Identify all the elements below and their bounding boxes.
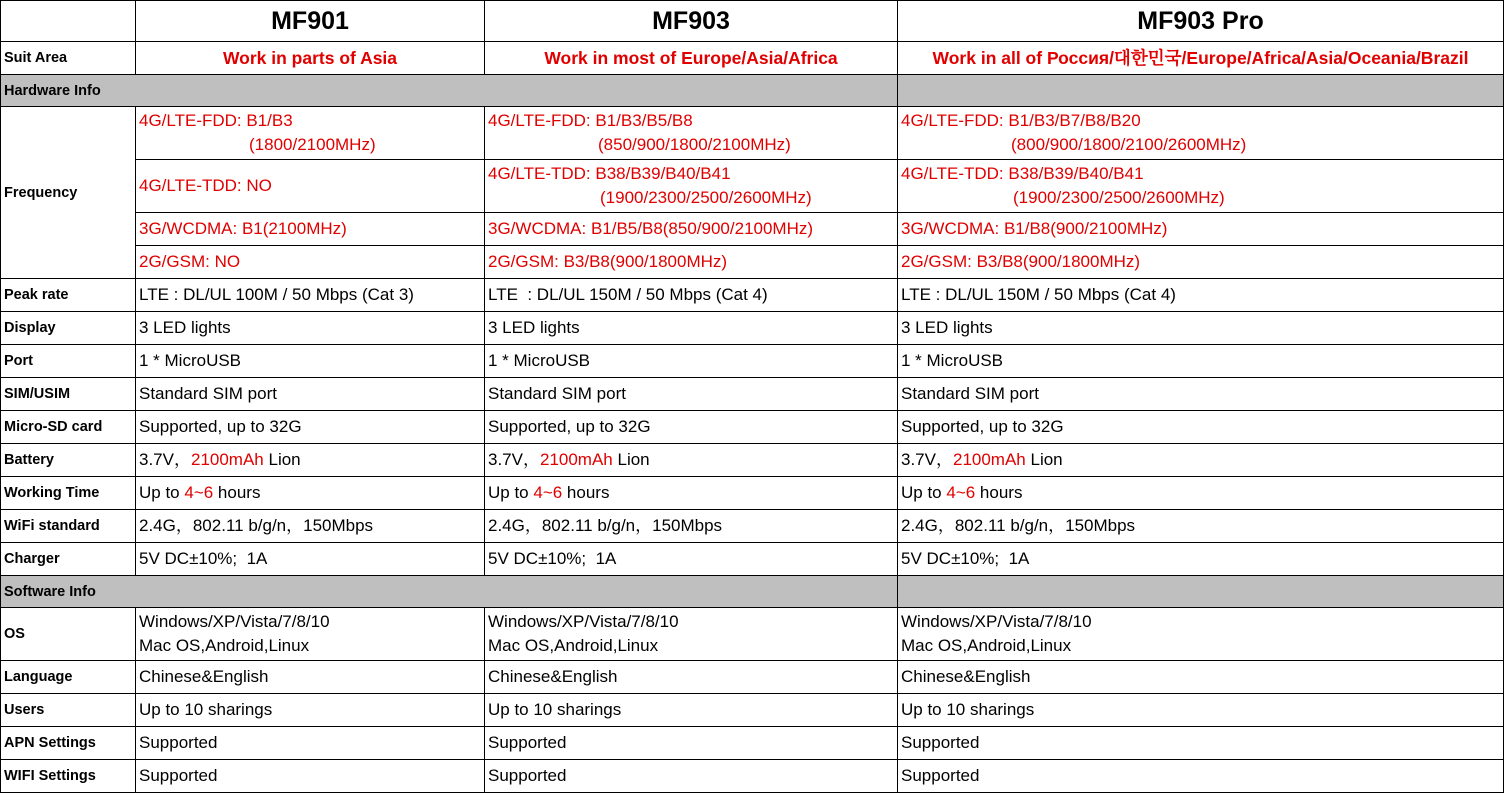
header-mf903: MF903: [485, 1, 898, 42]
battery-label: Battery: [1, 444, 136, 477]
display-mf903: 3 LED lights: [485, 312, 898, 345]
sim-row: [1, 378, 1504, 411]
working-time-mf901: [136, 477, 485, 510]
sim-mf901: Standard SIM port: [136, 378, 485, 411]
sd-card-mf903-pro: Supported, up to 32G: [898, 411, 1504, 444]
os-windows: Windows/XP/Vista/7/8/10: [488, 612, 679, 631]
fdd-mf903-freq: (850/900/1800/2100MHz): [598, 135, 791, 154]
wifi-settings-row: [1, 760, 1504, 793]
wifi-standard-mf903-pro: 2.4G，802.11 b/g/n，150Mbps: [898, 510, 1504, 543]
frequency-label: Frequency: [1, 107, 136, 279]
peak-rate-mf901: LTE : DL/UL 100M / 50 Mbps (Cat 3): [136, 279, 485, 312]
wifi-standard-mf901: 2.4G，802.11 b/g/n，150Mbps: [136, 510, 485, 543]
suit-area-row: [1, 42, 1504, 75]
language-mf903: Chinese&English: [485, 661, 898, 694]
wifi-settings-mf901: Supported: [136, 760, 485, 793]
sd-card-mf901: Supported, up to 32G: [136, 411, 485, 444]
battery-voltage: 3.7V，: [488, 450, 540, 469]
display-row: [1, 312, 1504, 345]
display-label: Display: [1, 312, 136, 345]
display-mf901: 3 LED lights: [136, 312, 485, 345]
hardware-section-title: Hardware Info: [1, 75, 898, 107]
language-mf903-pro: Chinese&English: [898, 661, 1504, 694]
working-time-mf903-pro: [898, 477, 1504, 510]
working-time-prefix: Up to: [488, 483, 534, 502]
tdd-mf901: [136, 160, 485, 213]
suit-area-mf903-pro: Work in all of Россия/대한민국/Europe/Africa/Asia/Oceania/Brazil: [898, 42, 1504, 75]
peak-rate-mf903: LTE : DL/UL 150M / 50 Mbps (Cat 4): [485, 279, 898, 312]
sd-card-row: [1, 411, 1504, 444]
users-mf903-pro: Up to 10 sharings: [898, 694, 1504, 727]
sim-mf903-pro: Standard SIM port: [898, 378, 1504, 411]
battery-capacity: 2100mAh: [539, 450, 613, 469]
frequency-wcdma-row: [1, 213, 1504, 246]
battery-type: Lion: [263, 450, 301, 469]
users-mf901: Up to 10 sharings: [136, 694, 485, 727]
users-label: Users: [1, 694, 136, 727]
battery-mf903: [485, 444, 898, 477]
battery-voltage: 3.7V，: [139, 450, 191, 469]
battery-type: Lion: [1025, 450, 1063, 469]
gsm-mf901: 2G/GSM: NO: [136, 246, 485, 279]
working-time-hours: 4~6: [946, 483, 976, 502]
wcdma-mf903: 3G/WCDMA: B1/B5/B8(850/900/2100MHz): [485, 213, 898, 246]
port-row: [1, 345, 1504, 378]
battery-row: [1, 444, 1504, 477]
working-time-suffix: hours: [562, 483, 610, 502]
software-section-title: Software Info: [1, 576, 898, 608]
users-mf903: Up to 10 sharings: [485, 694, 898, 727]
fdd-mf903: [485, 107, 898, 160]
battery-voltage: 3.7V，: [901, 450, 953, 469]
header-mf903-pro: MF903 Pro: [898, 1, 1504, 42]
battery-capacity: 2100mAh: [952, 450, 1026, 469]
working-time-prefix: Up to: [901, 483, 947, 502]
tdd-mf903-pro: [898, 160, 1504, 213]
os-others: Mac OS,Android,Linux: [139, 636, 310, 655]
wifi-settings-mf903-pro: Supported: [898, 760, 1504, 793]
sim-label: SIM/USIM: [1, 378, 136, 411]
hardware-section-row: [1, 75, 1504, 107]
tdd-mf903-bands: 4G/LTE-TDD: B38/B39/B40/B41: [488, 164, 731, 183]
users-row: [1, 694, 1504, 727]
tdd-mf903-pro-bands: 4G/LTE-TDD: B38/B39/B40/B41: [901, 164, 1144, 183]
fdd-mf901-freq: (1800/2100MHz): [249, 135, 376, 154]
os-mf903-pro: [898, 608, 1504, 661]
frequency-tdd-row: [1, 160, 1504, 213]
header-row: [1, 1, 1504, 42]
fdd-mf901-bands: 4G/LTE-FDD: B1/B3: [139, 111, 293, 130]
fdd-mf903-pro-freq: (800/900/1800/2100/2600MHz): [1011, 135, 1247, 154]
fdd-mf903-pro: [898, 107, 1504, 160]
charger-mf903-pro: 5V DC±10%; 1A: [898, 543, 1504, 576]
working-time-suffix: hours: [213, 483, 261, 502]
working-time-suffix: hours: [975, 483, 1023, 502]
display-mf903-pro: 3 LED lights: [898, 312, 1504, 345]
os-windows: Windows/XP/Vista/7/8/10: [139, 612, 330, 631]
os-mf903: [485, 608, 898, 661]
working-time-hours: 4~6: [533, 483, 563, 502]
language-label: Language: [1, 661, 136, 694]
peak-rate-label: Peak rate: [1, 279, 136, 312]
working-time-hours: 4~6: [184, 483, 214, 502]
language-mf901: Chinese&English: [136, 661, 485, 694]
frequency-fdd-row: [1, 107, 1504, 160]
header-mf901: MF901: [136, 1, 485, 42]
charger-label: Charger: [1, 543, 136, 576]
software-section-row: [1, 576, 1504, 608]
charger-mf901: 5V DC±10%; 1A: [136, 543, 485, 576]
apn-settings-label: APN Settings: [1, 727, 136, 760]
os-windows: Windows/XP/Vista/7/8/10: [901, 612, 1092, 631]
apn-settings-mf903: Supported: [485, 727, 898, 760]
os-label: OS: [1, 608, 136, 661]
apn-settings-mf901: Supported: [136, 727, 485, 760]
sd-card-label: Micro-SD card: [1, 411, 136, 444]
battery-capacity: 2100mAh: [190, 450, 264, 469]
os-others: Mac OS,Android,Linux: [488, 636, 659, 655]
fdd-mf901: [136, 107, 485, 160]
sd-card-mf903: Supported, up to 32G: [485, 411, 898, 444]
tdd-mf903-pro-freq: (1900/2300/2500/2600MHz): [1013, 188, 1225, 207]
battery-type: Lion: [612, 450, 650, 469]
software-section-filler: [898, 576, 1504, 608]
working-time-prefix: Up to: [139, 483, 185, 502]
charger-mf903: 5V DC±10%; 1A: [485, 543, 898, 576]
apn-settings-row: [1, 727, 1504, 760]
hardware-section-filler: [898, 75, 1504, 107]
wcdma-mf901: 3G/WCDMA: B1(2100MHz): [136, 213, 485, 246]
wifi-standard-mf903: 2.4G，802.11 b/g/n，150Mbps: [485, 510, 898, 543]
os-mf901: [136, 608, 485, 661]
port-label: Port: [1, 345, 136, 378]
suit-area-mf903: Work in most of Europe/Asia/Africa: [485, 42, 898, 75]
wifi-settings-mf903: Supported: [485, 760, 898, 793]
tdd-mf903: [485, 160, 898, 213]
working-time-row: [1, 477, 1504, 510]
battery-mf901: [136, 444, 485, 477]
suit-area-label: Suit Area: [1, 42, 136, 75]
fdd-mf903-pro-bands: 4G/LTE-FDD: B1/B3/B7/B8/B20: [901, 111, 1141, 130]
os-others: Mac OS,Android,Linux: [901, 636, 1072, 655]
tdd-mf901-bands: 4G/LTE-TDD: NO: [139, 176, 272, 195]
charger-row: [1, 543, 1504, 576]
battery-mf903-pro: [898, 444, 1504, 477]
port-mf903: 1 * MicroUSB: [485, 345, 898, 378]
port-mf901: 1 * MicroUSB: [136, 345, 485, 378]
wcdma-mf903-pro: 3G/WCDMA: B1/B8(900/2100MHz): [898, 213, 1504, 246]
language-row: [1, 661, 1504, 694]
peak-rate-row: [1, 279, 1504, 312]
tdd-mf903-freq: (1900/2300/2500/2600MHz): [600, 188, 812, 207]
frequency-gsm-row: [1, 246, 1504, 279]
port-mf903-pro: 1 * MicroUSB: [898, 345, 1504, 378]
peak-rate-mf903-pro: LTE : DL/UL 150M / 50 Mbps (Cat 4): [898, 279, 1504, 312]
working-time-label: Working Time: [1, 477, 136, 510]
suit-area-mf901: Work in parts of Asia: [136, 42, 485, 75]
os-row: [1, 608, 1504, 661]
header-blank-cell: [1, 1, 136, 42]
working-time-mf903: [485, 477, 898, 510]
apn-settings-mf903-pro: Supported: [898, 727, 1504, 760]
fdd-mf903-bands: 4G/LTE-FDD: B1/B3/B5/B8: [488, 111, 693, 130]
wifi-standard-row: [1, 510, 1504, 543]
gsm-mf903-pro: 2G/GSM: B3/B8(900/1800MHz): [898, 246, 1504, 279]
sim-mf903: Standard SIM port: [485, 378, 898, 411]
wifi-standard-label: WiFi standard: [1, 510, 136, 543]
wifi-settings-label: WIFI Settings: [1, 760, 136, 793]
gsm-mf903: 2G/GSM: B3/B8(900/1800MHz): [485, 246, 898, 279]
